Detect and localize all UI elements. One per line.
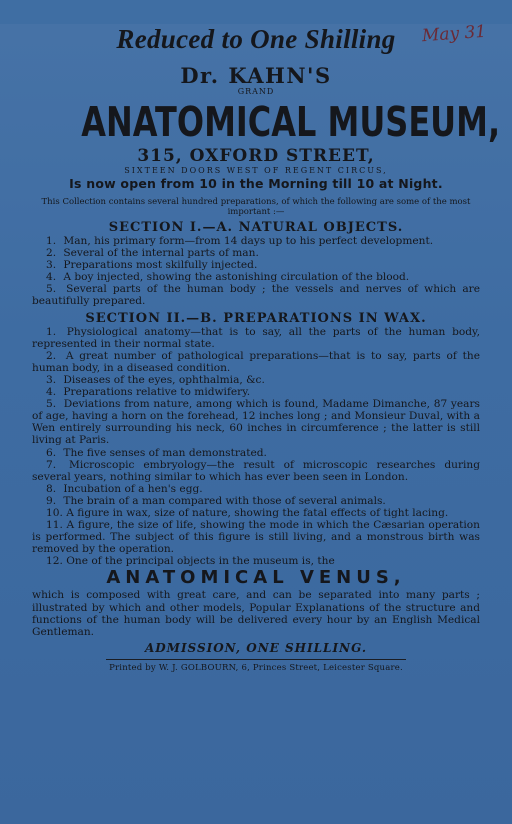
location-line: SIXTEEN DOORS WEST OF REGENT CIRCUS,	[124, 166, 388, 175]
proprietor-name: Dr. KAHN'S	[180, 63, 332, 88]
list-item: 11. A figure, the size of life, showing the mode in which the Cæsarian operation is performed. The subject of this figure is still living, and a monstrous birth was removed by the operation.	[32, 519, 480, 556]
list-item: 9. The brain of a man compared with those of several animals.	[46, 494, 386, 507]
list-item: 7. Microscopic embryology—the result of microscopic researches during several years, nothing similar to which has ever been seen in London.	[32, 458, 481, 483]
list-item: 3. Preparations most skilfully injected.	[46, 259, 258, 272]
section-1-list	[32, 235, 480, 308]
list-item: 2. A great number of pathological preparations—that is to say, parts of the human body, in a diseased condition.	[32, 349, 480, 374]
section-2-title: SECTION II.—B. PREPARATIONS IN WAX.	[85, 310, 427, 326]
venus-heading: ANATOMICAL VENUS,	[106, 567, 406, 589]
admission-price: ADMISSION, ONE SHILLING.	[144, 640, 368, 655]
list-item: 5. Several parts of the human body ; the vessels and nerves of which are beautifully prepared.	[32, 283, 480, 308]
list-item: 1. Man, his primary form—from 14 days up to his perfect development.	[46, 235, 434, 247]
printer-credit: Printed by W. J. GOLBOURN, 6, Princes Street, Leicester Square.	[109, 662, 403, 673]
list-item: 10. A figure in wax, size of nature, showing the fatal effects of tight lacing.	[46, 506, 449, 519]
list-item: 8. Incubation of a hen's egg.	[46, 482, 203, 495]
opening-hours: Is now open from 10 in the Morning till 10 at Night.	[69, 176, 443, 191]
handwritten-date: May 31	[421, 21, 487, 47]
list-item: 1. Physiological anatomy—that is to say, all the parts of the human body, represented in their normal state.	[32, 325, 480, 350]
divider	[106, 659, 406, 660]
list-item: 2. Several of the internal parts of man.	[46, 247, 259, 260]
street-address: 315, OXFORD STREET,	[137, 146, 375, 166]
list-item: 3. Diseases of the eyes, ophthalmia, &c.	[46, 373, 265, 386]
list-item: 4. Preparations relative to midwifery.	[46, 386, 251, 399]
closing-text: which is composed with great care, and can be separated into many parts ; illustrated by which and other models, Popular Explanations of the structure and functions of the human body will be delivered every hour by an English Medical Gentleman.	[32, 589, 480, 638]
list-item: 12. One of the principal objects in the museum is, the	[46, 555, 335, 568]
intro-text: This Collection contains several hundred preparations, of which the following are some of the most important :—	[41, 197, 471, 217]
list-item: 5. Deviations from nature, among which is found, Madame Dimanche, 87 years of age, having a horn on the forehead, 12 inches long ; and Monsieur Duval, with a Wen entirely surrounding his neck, 60 inches in circumference ; the latter is still living at Paris.	[32, 398, 480, 447]
list-item: 6. The five senses of man demonstrated.	[46, 446, 267, 459]
price-heading: Reduced to One Shilling	[116, 24, 396, 54]
section-1-title: SECTION I.—A. NATURAL OBJECTS.	[108, 220, 404, 235]
section-2-list	[32, 326, 480, 568]
grand-label: GRAND	[237, 87, 275, 96]
museum-title: ANATOMICAL MUSEUM,	[81, 98, 501, 146]
list-item: 4. A boy injected, showing the astonishing circulation of the blood.	[46, 271, 410, 284]
poster	[0, 21, 512, 824]
